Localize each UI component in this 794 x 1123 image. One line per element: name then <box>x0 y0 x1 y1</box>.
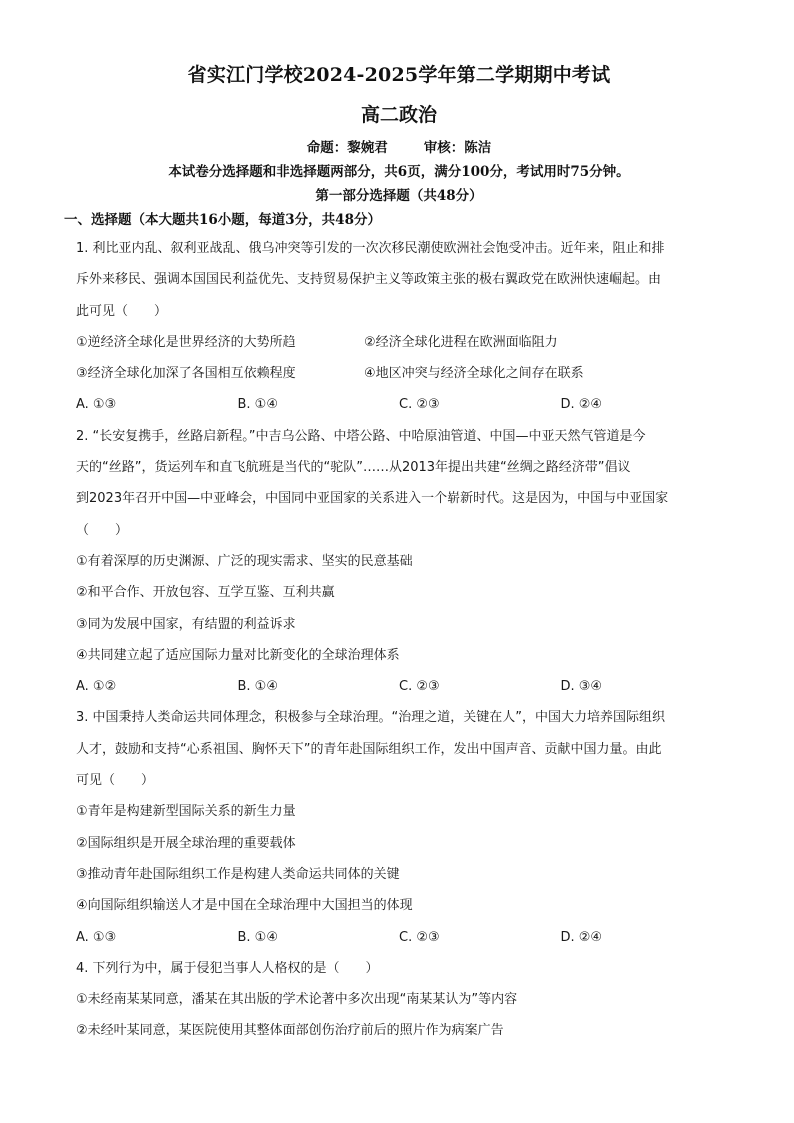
answer-choices <box>76 389 722 420</box>
reviewer: 审核：陈洁 <box>423 140 492 156</box>
option-item: ①未经南某某同意，潘某在其出版的学术论著中多次出现“南某某认为”等内容 <box>76 992 518 1008</box>
choice-a: A. ①③ <box>76 397 117 413</box>
choice-c: C. ②③ <box>399 397 440 413</box>
question-2 <box>76 421 722 703</box>
option-item: ①有着深厚的历史渊源、广泛的现实需求、坚实的民意基础 <box>76 553 413 569</box>
question-stem-line: 4. 下列行为中，属于侵犯当事人人格权的是（ ） <box>76 960 379 976</box>
choice-b: B. ①④ <box>237 929 278 945</box>
option-item: ①青年是构建新型国际关系的新生力量 <box>76 804 296 820</box>
question-1 <box>76 233 722 421</box>
question-4 <box>76 953 722 1047</box>
question-stem-line: 人才，鼓励和支持“心系祖国、胸怀天下”的青年赴国际组织工作，发出中国声音、贡献中国力量。由此 <box>76 741 662 757</box>
choice-b: B. ①④ <box>237 679 278 695</box>
choice-a: A. ①② <box>76 679 117 695</box>
option-item: ③经济全球化加深了各国相互依赖程度 <box>76 366 296 382</box>
answer-choices <box>76 922 722 953</box>
option-item: ①逆经济全球化是世界经济的大势所趋 <box>76 334 296 350</box>
question-stem-line: 此可见（ ） <box>76 303 168 319</box>
choice-d: D. ②④ <box>560 397 603 413</box>
exam-title: 省实江门学校2024-2025学年第二学期期中考试 <box>187 64 611 86</box>
author: 命题：黎婉君 <box>306 140 388 156</box>
option-item: ③推动青年赴国际组织工作是构建人类命运共同体的关键 <box>76 866 400 882</box>
option-item: ③同为发展中国家，有结盟的利益诉求 <box>76 616 296 632</box>
part-title: 第一部分选择题（共48分） <box>315 188 483 204</box>
question-stem-line: 到2023年召开中国—中亚峰会，中国同中亚国家的关系进入一个崭新时代。这是因为，中国与中亚国家 <box>76 491 669 507</box>
option-item: ②和平合作、开放包容、互学互鉴、互利共赢 <box>76 585 335 601</box>
option-item: ④共同建立起了适应国际力量对比新变化的全球治理体系 <box>76 647 400 663</box>
option-item: ②未经叶某同意，某医院使用其整体面部创伤治疗前后的照片作为病案广告 <box>76 1023 504 1039</box>
option-item: ④向国际组织输送人才是中国在全球治理中大国担当的体现 <box>76 898 413 914</box>
question-3 <box>76 702 722 952</box>
option-item: ②国际组织是开展全球治理的重要载体 <box>76 835 296 851</box>
question-stem-line: 2. “长安复携手，丝路启新程。”中吉乌公路、中塔公路、中哈原油管道、中国—中亚天然气管道是今 <box>76 428 646 444</box>
question-stem-line: 天的“丝路”，货运列车和直飞航班是当代的“驼队”……从2013年提出共建“丝绸之路经济带”倡议 <box>76 460 631 476</box>
section-title: 一、选择题（本大题共16小题，每道3分，共48分） <box>64 212 381 228</box>
question-stem-line: 3. 中国秉持人类命运共同体理念，积极参与全球治理。“治理之道，关键在人”，中国大力培养国际组织 <box>76 710 666 726</box>
choice-d: D. ③④ <box>560 679 603 695</box>
choice-c: C. ②③ <box>399 679 440 695</box>
option-row <box>76 358 722 389</box>
choice-c: C. ②③ <box>399 929 440 945</box>
choice-b: B. ①④ <box>237 397 278 413</box>
question-stem-line: （ ） <box>76 522 129 538</box>
option-row <box>76 327 722 358</box>
option-item: ②经济全球化进程在欧洲面临阻力 <box>364 334 558 350</box>
answer-choices <box>76 671 722 702</box>
question-stem-line: 1. 利比亚内乱、叙利亚战乱、俄乌冲突等引发的一次次移民潮使欧洲社会饱受冲击。近年来，阻止和排 <box>76 241 665 256</box>
authors-line <box>76 138 722 158</box>
question-stem-line: 斥外来移民、强调本国国民利益优先、支持贸易保护主义等政策主张的极右翼政党在欧洲快速崛起。由 <box>76 272 662 288</box>
exam-subject: 高二政治 <box>360 104 437 126</box>
question-stem-line: 可见（ ） <box>76 773 155 789</box>
choice-a: A. ①③ <box>76 929 117 945</box>
choice-d: D. ②④ <box>560 929 603 945</box>
exam-note: 本试卷分选择题和非选择题两部分，共6页，满分100分，考试用时75分钟。 <box>168 164 630 180</box>
option-item: ④地区冲突与经济全球化之间存在联系 <box>364 366 584 382</box>
